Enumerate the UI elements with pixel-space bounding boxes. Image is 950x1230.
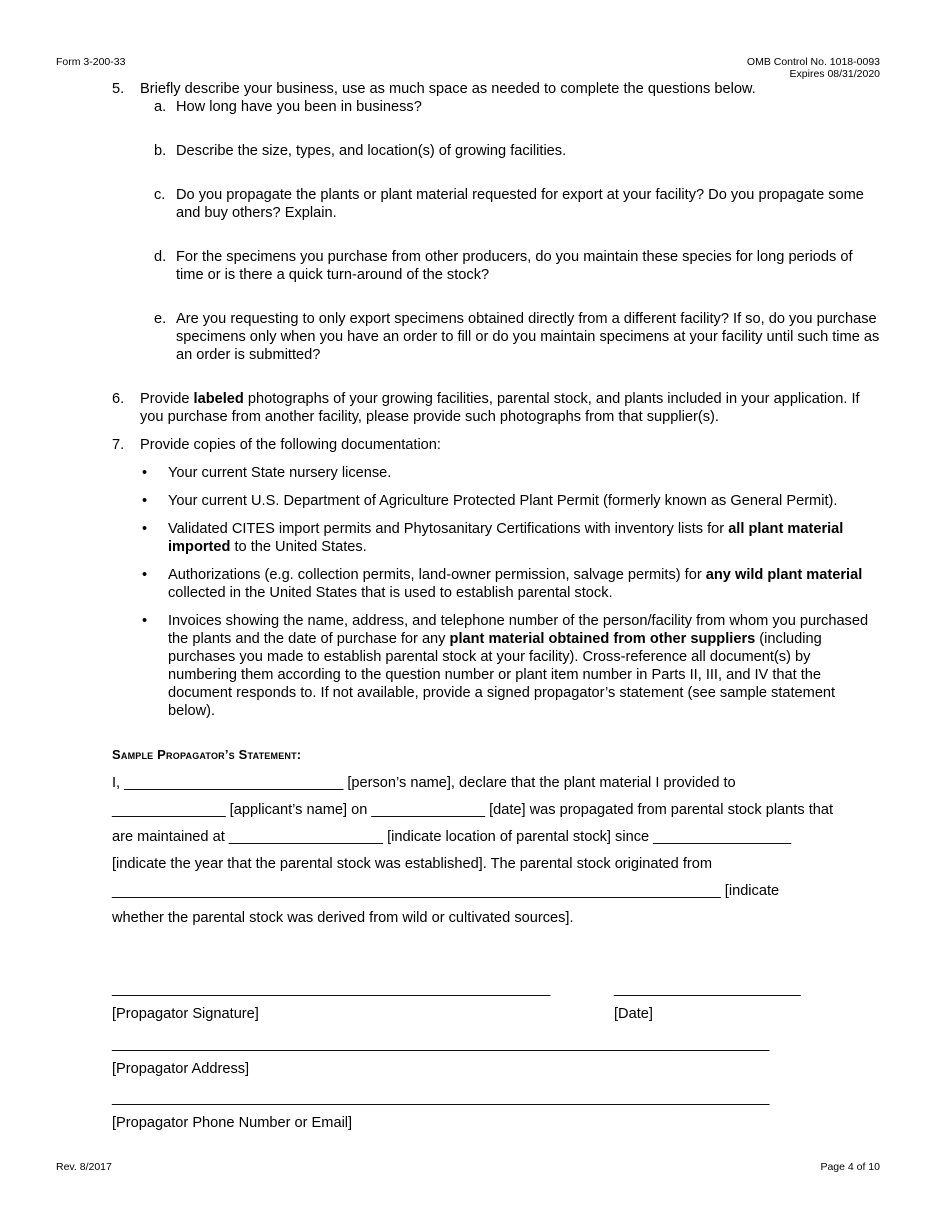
date-label: [Date] bbox=[614, 1006, 653, 1022]
phone-email-label: [Propagator Phone Number or Email] bbox=[112, 1115, 353, 1131]
form-body bbox=[112, 80, 882, 932]
bullet-text-bold: plant material obtained from other suppliers bbox=[449, 631, 756, 647]
address-line[interactable]: _________________________________________________________________________________ bbox=[112, 1036, 770, 1052]
form-number: Form 3-200-33 bbox=[56, 56, 126, 68]
statement-line-4: [indicate the year that the parental stock was established]. The parental stock originated from bbox=[112, 856, 713, 872]
question-text-pre: Provide bbox=[140, 391, 194, 407]
sub-letter: c. bbox=[154, 187, 166, 203]
bullet-cites-permits bbox=[112, 520, 882, 556]
question-number: 7. bbox=[112, 437, 125, 453]
signature-label: [Propagator Signature] bbox=[112, 1006, 259, 1022]
question-text-bold: labeled bbox=[193, 391, 244, 407]
question-5c bbox=[112, 186, 882, 222]
bullet-text-post: (including purchases you made to establish parental stock at your facility). Cross-reference all document(s) by numbering them according to the question number or plant item number in Parts II, III, and IV that the document responds to. If not available, provide a signed propagator’s statement (see sample statement below). bbox=[168, 631, 836, 719]
question-text: Provide copies of the following documentation: bbox=[140, 437, 441, 453]
bullet-usda-permit bbox=[112, 492, 882, 510]
phone-email-line[interactable]: _________________________________________________________________________________ bbox=[112, 1090, 770, 1106]
bullet-text-pre: Invoices showing the name, address, and telephone number of the person/facility from whom you purchased the plants and the date of purchase for any bbox=[168, 613, 869, 647]
question-text: Briefly describe your business, use as much space as needed to complete the questions below. bbox=[140, 81, 756, 97]
sub-text: Do you propagate the plants or plant material requested for export at your facility? Do you propagate some and buy others? Explain. bbox=[176, 187, 864, 221]
bullet-icon: • bbox=[142, 493, 148, 509]
question-6 bbox=[112, 390, 882, 426]
bullet-text-pre: Authorizations (e.g. collection permits, land-owner permission, salvage permits) for bbox=[168, 567, 706, 583]
propagator-statement bbox=[112, 770, 882, 932]
sub-letter: b. bbox=[154, 143, 167, 159]
question-text-post: photographs of your growing facilities, parental stock, and plants included in your application. If you purchase from another facility, please provide such photographs from that supplier(s). bbox=[140, 391, 860, 425]
address-label: [Propagator Address] bbox=[112, 1061, 250, 1077]
sub-letter: e. bbox=[154, 311, 167, 327]
bullet-text-bold: any wild plant material bbox=[705, 567, 863, 583]
bullet-text-post: collected in the United States that is used to establish parental stock. bbox=[168, 585, 613, 601]
statement-line-5: ___________________________________________________________________________ [indicate bbox=[112, 883, 780, 899]
sub-text: For the specimens you purchase from other producers, do you maintain these species for long periods of time or is there a quick turn-around of the stock? bbox=[176, 249, 853, 283]
sub-letter: a. bbox=[154, 99, 167, 115]
sub-text: Describe the size, types, and location(s) of growing facilities. bbox=[176, 143, 567, 159]
statement-line-3: are maintained at ___________________ [indicate location of parental stock] since _________________ bbox=[112, 829, 792, 845]
question-5b bbox=[112, 142, 882, 160]
bullet-icon: • bbox=[142, 521, 148, 537]
bullet-icon: • bbox=[142, 465, 148, 481]
question-7 bbox=[112, 436, 882, 454]
date-line[interactable]: _______________________ bbox=[614, 981, 801, 997]
sub-letter: d. bbox=[154, 249, 167, 265]
sub-text: How long have you been in business? bbox=[176, 99, 422, 115]
statement-line-1: I, ___________________________ [person’s name], declare that the plant material I provided to bbox=[112, 775, 736, 791]
statement-line-2: ______________ [applicant’s name] on ______________ [date] was propagated from parental stock plants that bbox=[112, 802, 834, 818]
bullet-text: Your current State nursery license. bbox=[168, 465, 392, 481]
question-5e bbox=[112, 310, 882, 364]
bullet-authorizations bbox=[112, 566, 882, 602]
sub-text: Are you requesting to only export specimens obtained directly from a different facility? If so, do you purchase specimens only when you have an order to fill or do you maintain specimens at your facility until such time as an order is submitted? bbox=[176, 311, 880, 363]
question-5a bbox=[112, 98, 882, 116]
bullet-icon: • bbox=[142, 567, 148, 583]
bullet-icon: • bbox=[142, 613, 148, 629]
page-number: Page 4 of 10 bbox=[820, 1161, 880, 1173]
omb-header bbox=[747, 56, 880, 80]
question-number: 5. bbox=[112, 81, 125, 97]
question-5 bbox=[112, 80, 882, 98]
bullet-text-bold: all plant material imported bbox=[168, 521, 844, 555]
bullet-text-pre: Validated CITES import permits and Phytosanitary Certifications with inventory lists for bbox=[168, 521, 729, 537]
signature-line[interactable]: ______________________________________________________ bbox=[112, 981, 551, 997]
omb-control-number: OMB Control No. 1018-0093 bbox=[746, 56, 880, 68]
bullet-invoices bbox=[112, 612, 882, 720]
bullet-text-post: to the United States. bbox=[230, 539, 367, 555]
question-5d bbox=[112, 248, 882, 284]
bullet-text: Your current U.S. Department of Agriculture Protected Plant Permit (formerly known as General Permit). bbox=[168, 493, 838, 509]
statement-title: Sample Propagator’s Statement: bbox=[112, 747, 302, 762]
expiration-date: Expires 08/31/2020 bbox=[789, 68, 880, 80]
question-number: 6. bbox=[112, 391, 125, 407]
statement-line-6: whether the parental stock was derived from wild or cultivated sources]. bbox=[112, 910, 574, 926]
revision-date: Rev. 8/2017 bbox=[56, 1161, 112, 1173]
bullet-nursery-license bbox=[112, 464, 882, 482]
